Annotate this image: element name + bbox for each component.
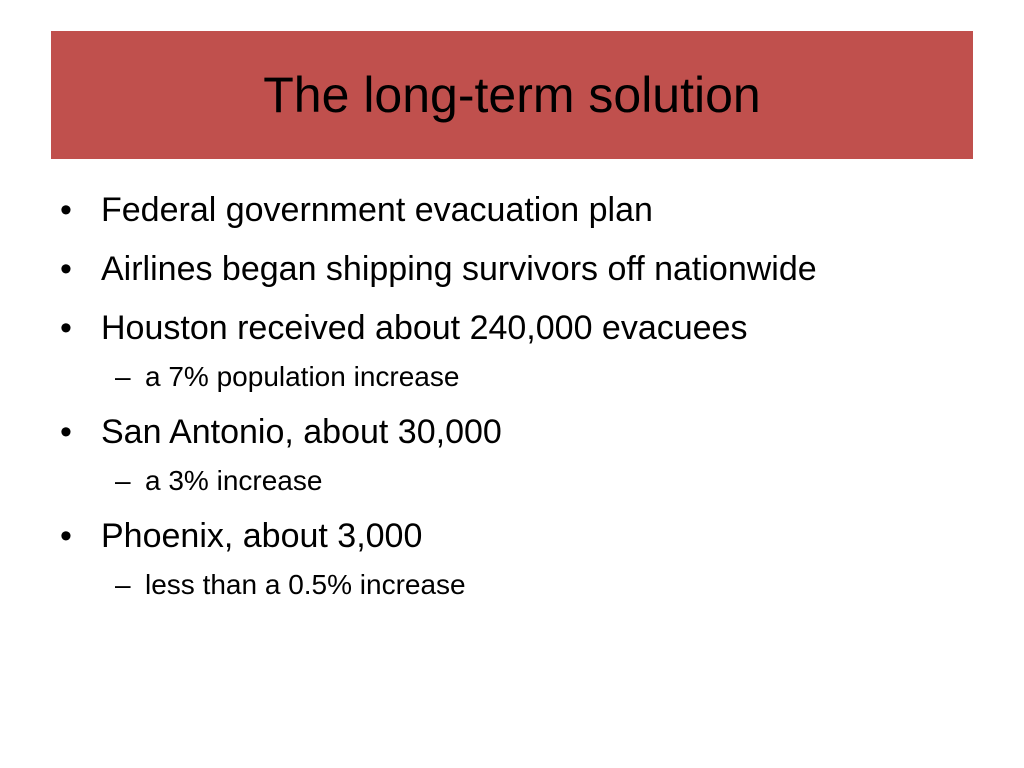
bullet-item xyxy=(51,186,931,234)
sub-bullet-item xyxy=(51,565,931,605)
bullet-list xyxy=(51,186,931,616)
bullet-item xyxy=(51,304,931,352)
bullet-icon: • xyxy=(60,250,72,288)
bullet-item xyxy=(51,408,931,456)
sub-list xyxy=(51,565,931,605)
sub-list xyxy=(51,357,931,397)
bullet-text: San Antonio, about 30,000 xyxy=(101,413,502,451)
dash-icon: – xyxy=(115,465,131,496)
dash-icon: – xyxy=(115,569,131,600)
bullet-icon: • xyxy=(60,191,72,229)
sub-bullet-text: less than a 0.5% increase xyxy=(145,569,466,600)
bullet-text: Houston received about 240,000 evacuees xyxy=(101,309,748,347)
sub-bullet-item xyxy=(51,461,931,501)
bullet-icon: • xyxy=(60,517,72,555)
sub-list xyxy=(51,461,931,501)
bullet-text: Phoenix, about 3,000 xyxy=(101,517,423,555)
title-bar xyxy=(51,31,973,159)
sub-bullet-text: a 3% increase xyxy=(145,465,323,496)
slide-title: The long-term solution xyxy=(263,67,761,123)
sub-bullet-item xyxy=(51,357,931,397)
bullet-item xyxy=(51,245,931,293)
sub-bullet-text: a 7% population increase xyxy=(145,361,460,392)
bullet-icon: • xyxy=(60,413,72,451)
dash-icon: – xyxy=(115,361,131,392)
bullet-icon: • xyxy=(60,309,72,347)
bullet-item xyxy=(51,512,931,560)
bullet-text: Airlines began shipping survivors off nationwide xyxy=(101,250,817,288)
bullet-text: Federal government evacuation plan xyxy=(101,191,653,229)
